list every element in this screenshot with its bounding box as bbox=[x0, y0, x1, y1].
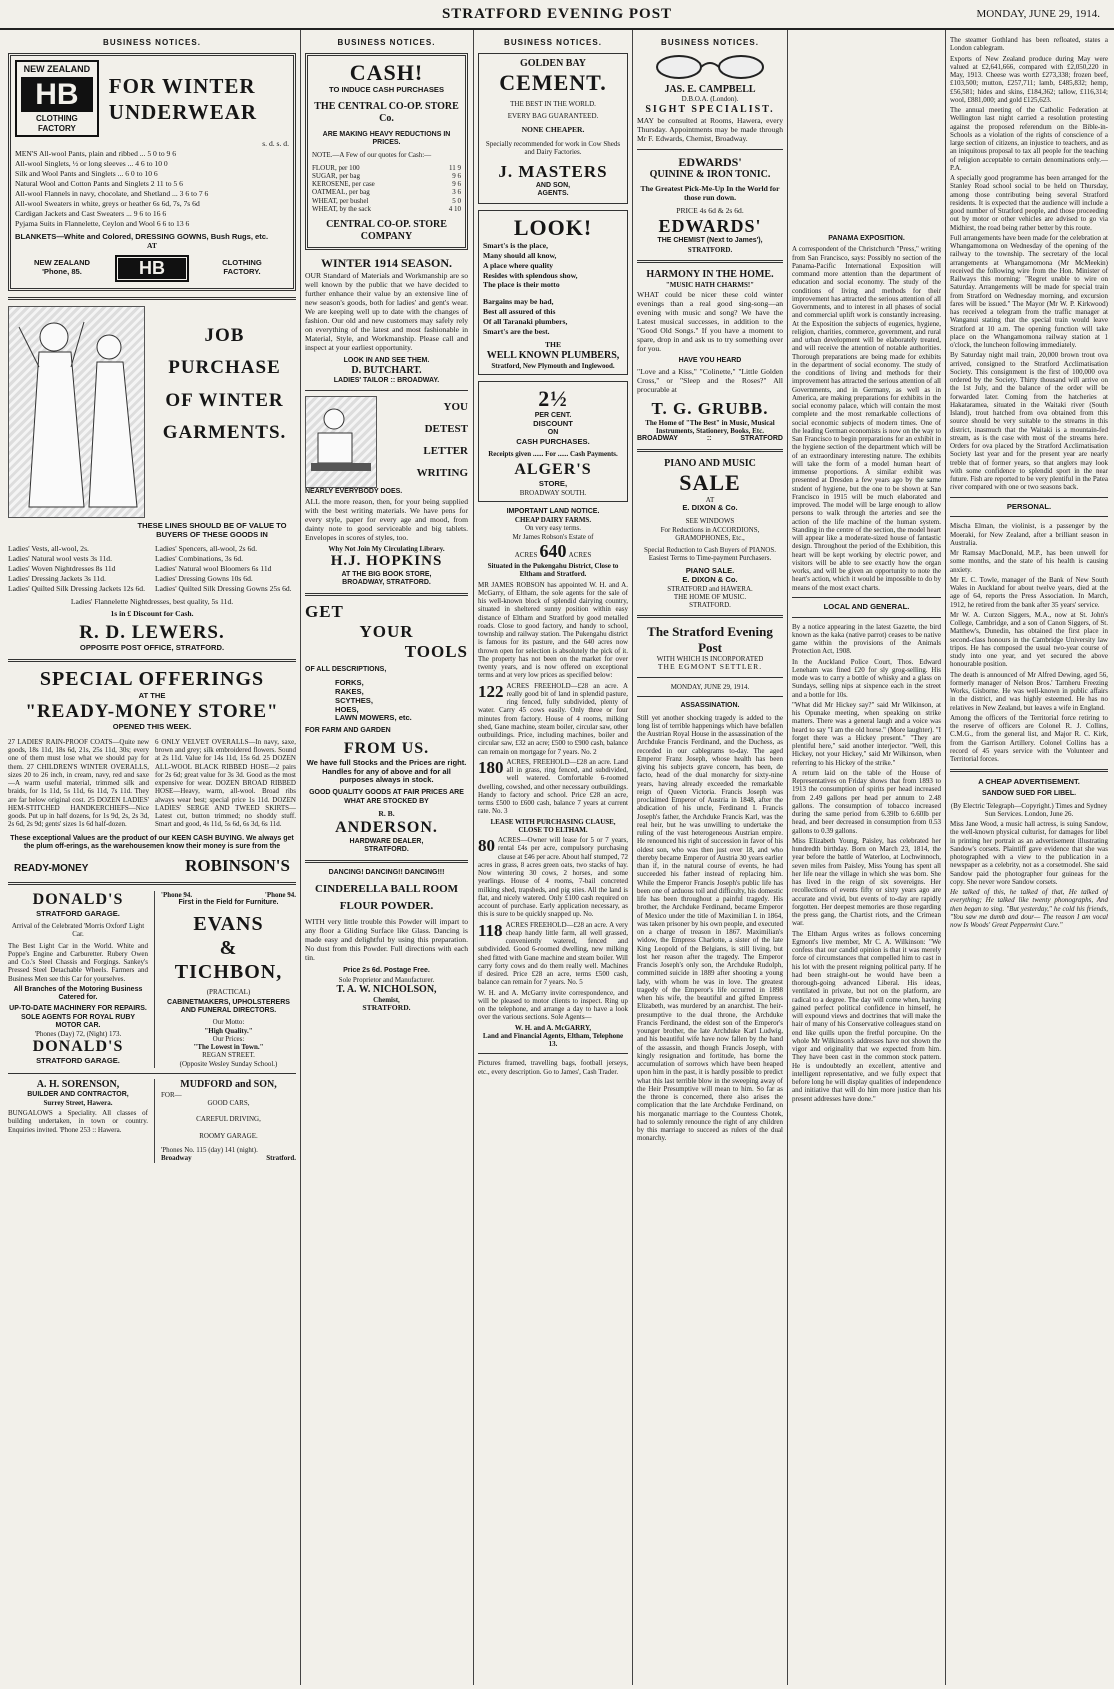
cinderella-title: CINDERELLA BALL ROOM FLOUR POWDER. bbox=[314, 883, 459, 912]
writing-desk-icon bbox=[306, 397, 376, 487]
edwards-name: EDWARDS' bbox=[658, 216, 762, 237]
offers-right: 6 ONLY VELVET OVERALLS—In navy, saxe, brown and grey; silk embroidered flowers. Sound at 2s 11d. Value for 14s 11d, 15s 6d. 25 DOZEN ALL-WOOL BLACK RIBBED HOSE—2 pairs for 2s 6d; great value for 3s 3d. Good as the most expensive for wear. DOZEN BROAD RIBBED HOSE—Heavy, warm, all-wool. Broad ribs always wear best; special price 1s 11d. DOZEN LADIES' SERGE AND TWEED SKIRTS—Latest cut, button trimmed; no shoddy stuff. Smart and good, 4s 11d, 5s 6d, 6s 3d, 6s 11d. bbox=[155, 737, 296, 829]
offers-left: 27 LADIES' RAIN-PROOF COATS—Quite new goods, 18s 11d, 18s 6d, 21s, 25s 11d, 30s; every one of them must lose what we should pay for them. 27 CHILDREN'S WINTER OVERALLS, sizes 20 to 26 inch, in cream, navy, red and saxe—A warm useful material, trimmed silk and braids, for 1s 11d, 5s 11d, 6s 11d, 7s 11d. They are far below original cost. 25 DOZEN LADIES' HEM-STITCHED HANDKERCHIEFS—Nice goods. Put up in half dozens, for 1s 9d, 2s, 2s 3d, 2s 6d, 2s 9d; gents' sizes 1s 6d half-dozen. bbox=[8, 737, 149, 829]
ready-money-store: "READY-MONEY STORE" bbox=[25, 700, 279, 722]
list-item: All-wool Flannels in navy, chocolate, and Shetland ... 3 6 to 7 6 bbox=[15, 189, 209, 199]
column-rule bbox=[300, 30, 301, 1685]
garage-label-2: STRATFORD GARAGE. bbox=[36, 1056, 120, 1066]
have-you-heard: HAVE YOU HEARD bbox=[678, 356, 742, 364]
special-title: SPECIAL OFFERINGS bbox=[39, 667, 265, 690]
butchart-name: D. BUTCHART. bbox=[351, 364, 422, 376]
list-item: Ladies' Quilted Silk Dressing Jackets 12s 6d. bbox=[8, 583, 145, 593]
dixon-towns: STRATFORD and HAWERA. bbox=[667, 584, 753, 593]
divider bbox=[637, 260, 783, 263]
logo-monogram: HB bbox=[21, 77, 93, 112]
mcgarry-name: W. H. and A. McGARRY, bbox=[514, 1023, 592, 1032]
lewers-address: OPPOSITE POST OFFICE, STRATFORD. bbox=[79, 643, 225, 653]
look-in: LOOK IN AND SEE THEM. bbox=[343, 356, 430, 364]
special-reduction: Special Reduction to Cash Buyers of PIANOS. bbox=[643, 546, 776, 555]
campbell-ad bbox=[637, 53, 783, 144]
at-word: AT bbox=[705, 496, 715, 505]
stocks-line: We have full Stocks and the Prices are right. Handles for any of above and for all purposes always in stock. bbox=[306, 757, 467, 785]
sight-specialist: SIGHT SPECIALIST. bbox=[645, 103, 775, 115]
list-item: Ladies' Vests, all-wool, 2s. bbox=[8, 543, 89, 553]
lease-line: LEASE WITH PURCHASING CLAUSE, CLOSE TO ELTHAM. bbox=[490, 817, 616, 834]
personal-title: PERSONAL. bbox=[1006, 501, 1052, 511]
personal-paragraph: Mr W. A. Curzon Siggers, M.A., now at St. John's College, Cambridge, and a son of Canon Siggers, of St. Matthew's, Dunedin, has obtained the first place in second-class honours in the Cambridge University law tripos. He has composed the usual two-year course of study into one year, and yet secured the above honourable position. bbox=[950, 610, 1108, 669]
column-2 bbox=[305, 30, 468, 1685]
get-word: GET bbox=[305, 602, 344, 622]
list-item: Natural Wool and Cotton Pants and Singlets 2 11 to 5 6 bbox=[15, 179, 183, 189]
cash-purchases: CASH PURCHASES. bbox=[516, 436, 590, 446]
price-column-head: s. d. s. d. bbox=[262, 139, 289, 149]
sorenson-ad bbox=[8, 1079, 148, 1163]
column-rule bbox=[632, 30, 633, 1685]
personal-paragraph: Among the officers of the Territorial force retiring to the reserve of officers are Colonel R. J. Collins, C.M.G., from the general list, and Major R. C. Kirk, from the Garrison Artillery. Colonel Collins has a record of 45 years service with the Volunteer and Territorial forces. bbox=[950, 713, 1108, 764]
personal-paragraph: The death is announced of Mr Alfred Dewing, aged 56, formerly manager of Nelson Bros.' Tarnheru Freezing Works, Gisborne. He was well-known in public affairs in the district, and was highly esteemed. He has no relatives in New Zealand, but leaves a wife in England. bbox=[950, 670, 1108, 712]
plumbers-name: WELL KNOWN PLUMBERS, bbox=[486, 350, 620, 362]
algers-store: STORE, bbox=[538, 478, 568, 488]
list-item: Best all assured of this bbox=[483, 307, 556, 317]
assassination-body: Still yet another shocking tragedy is added to the long list of terrible happenings which have befallen the Austrian Royal House in the assassination of the Archduke Francis Ferdinand, and the Duchess, as recorded in our cablegrams to-day. The aged Emperor Franz Joseph, whose health has been giving his subjects grave concern, has been, de facto, head of the dual monarchy for sixty-nine years, having already exceeded the remarkable reign of Queen Victoria. Francis Joseph was proclaimed Emperor of Austria in 1848, after the abdication of his uncle, Ferdinand I. Francis Joseph's father, the Archduke Francis Karl, was the real heir, but he was unwilling to undertake the ruling of the vast heterogeneous Austrian empire. He renounced his right of succession in favor of his oldest son, who was then just over 18, and who thereby became Emperor of Austria 30 years earlier than if, in the natural course of events, he had succeeded his father instead of replacing him. While the Emperor Francis Joseph's public life has been one of arduous toil and difficulty, his domestic life has been throughout a painful tragedy. His brother, the Archduke Ferdinand, became Emperor of Mexico under the title of Maximilian I. in 1864, was taken prisoner by his own people, and executed on a charge of treason in 1867. Maximilian's widow, the Empress Charlotte, a sister of the late King Leopold of the Belgians, is still living, but lost her reason after the tragedy. The Emperor Francis Joseph's only son, the Archduke Rudolph, committed suicide in 1889 after shooting a young lady, with whom he was in love. The greatest tragedy of the Emperor's life occurred in 1898 when his wife, the beautiful and gifted Empress Elizabeth, was murdered by an anarchist. The heir-presumptive to the dual throne, the Archduke Francis Ferdinand, the eldest son of the Emperor's younger brother, the late Archduke Karl Ludwig, and his beautiful wife have now fallen by the hand of the assassin, and though Francis Joseph, with kingly resignation and fortitude, has borne the accumulation of sorrows which have been heaped upon him in the past, it is hardly possible to predict what this last terrible blow in the sweeping away of the Heir Presumptive will mean to him. So far as the throne is concerned, there also arises the complication that the late Archduke Ferdinand, on his morganatic marriage to the Countess Chotek, had to solemnly renounce the right of any children by this marriage to succeed as rulers of the dual monarchy. bbox=[637, 713, 783, 1143]
piano-sale: PIANO SALE. bbox=[685, 565, 735, 575]
golden-bay: GOLDEN BAY bbox=[519, 58, 587, 70]
news-paragraph: The steamer Gothland has been refloated, states a London cablegram. bbox=[950, 36, 1108, 53]
divider bbox=[8, 882, 296, 885]
divider bbox=[792, 617, 941, 618]
golden-bay-cement-ad bbox=[478, 53, 628, 203]
agents-line: SOLE AGENTS FOR ROYAL RUBY MOTOR CAR. bbox=[20, 1013, 136, 1029]
list-item: The place is their motto bbox=[483, 280, 560, 290]
list-item: Silk and Wool Pants and Singlets ... 6 0 to 10 6 bbox=[15, 169, 158, 179]
column-3 bbox=[478, 30, 628, 1685]
land-sub: CHEAP DAIRY FARMS. bbox=[514, 516, 592, 525]
coop-footer: CENTRAL CO-OP. STORE COMPANY bbox=[326, 219, 447, 242]
quotes-note: NOTE.—A Few of our quotes for Cash:— bbox=[312, 151, 432, 160]
butchart-trade: LADIES' TAILOR :: BROADWAY. bbox=[333, 376, 440, 384]
cheap-ad-title: A CHEAP ADVERTISEMENT. bbox=[978, 777, 1080, 787]
column-rule bbox=[473, 30, 474, 1685]
panama-title: PANAMA EXPOSITION. bbox=[828, 235, 905, 242]
lot: 118 ACRES FREEHOLD—£28 an acre. A very cheap handy little farm, all well grassed, conveniently watered, fenced and subdivided. Good 6-roomed dwelling, new milking shed fitted with Gane machine and steam boiler. Will carry forty cows and do them really well. Machines if desired. Price £28 an acre, terms £500 cash, balance can remain for 7 years. No. 5 bbox=[478, 920, 628, 987]
donalds-garage-ad bbox=[8, 891, 148, 1068]
list-item: Smart's is the place, bbox=[483, 240, 548, 250]
garage-label: STRATFORD GARAGE. bbox=[36, 909, 120, 919]
list-item: A place where quality bbox=[483, 260, 554, 270]
donalds-name: DONALD'S bbox=[32, 891, 124, 909]
cinderella-ad bbox=[305, 869, 468, 1013]
divider bbox=[637, 696, 783, 697]
algers-address: BROADWAY SOUTH. bbox=[519, 488, 587, 497]
campbell-qualification: D.B.O.A. (London). bbox=[681, 95, 739, 104]
panama-body: A correspondent of the Christchurch "Press," writing from San Francisco, says: Possibly no section of the Panama-Pacific International Exposition will command more attention than the department of education and social economy. The study of the conditions of living and methods for their improvement has attracted the serious attention of all Governments, and to interest in all phases of social and commercial uplift work is constantly increasing. At the Exposition the subjects of eugenics, hygiene, religion, charities, commerce, government, and rural and urban development will be elaborately treated, and will receive the attention of notable authorities. Thorough preparations are being made for exhibits in the department of social economy. The study of the conditions of living and methods for their improvement has attracted the serious attention of all Governments, and in Germany, as well as in America, are making preparations for exhibits in the social economy palace, which will contain the most complete and the most remarkable collections of social economic subjects of modern times. One of the leading German economists is now on the way to San Francisco to begin preparations for an exhibit in the hygiene section of the department which will be of an extraordinary interesting nature. The exhibits will take the form of a model human heart of immense proportions. A similar exhibit was presented at Dresden a few years ago by the same student of hygiene, but the one to be shown at San Francisco in 1915 will be much elaborated and improved. The model will be large enough to allow persons to walk through the arteries and see the action of the life machine of the human system. Standing in the centre of the section, the model heart will appear like a moderate-sized house of fantastic design. Throughout the period of the Exhibition, this heart will be kept working by electric power, and visitors will be able to see exactly how the organ works, and will be given an opportunity to note the heart's action, which it would be impossible to do by means of the most exact charts. bbox=[792, 245, 941, 592]
ladies-garments-illustration bbox=[8, 306, 145, 518]
cash-headline: CASH! bbox=[349, 60, 424, 86]
list-item: LAWN MOWERS, etc. bbox=[335, 713, 412, 723]
music-charms: "MUSIC HATH CHARMS!" bbox=[665, 280, 755, 289]
divider bbox=[637, 677, 783, 678]
edwards-town: STRATFORD. bbox=[687, 245, 733, 254]
cable-line: (By Electric Telegraph—Copyright.) Times and Sydney Sun Services. London, June 26. bbox=[950, 801, 1108, 818]
land-outro: W. H. and A. McGarry invite correspondence, and will be pleased to motor clients to inspect. Ring up on the telephone, and arrange a day to have a look over the various sections. Sole Agents— bbox=[478, 988, 628, 1022]
robinsons-name: ROBINSON'S bbox=[185, 856, 290, 876]
sandow-body: Miss Jane Wood, a music hall actress, is suing Sandow, the well-known physical culturist, for damages for libel in printing her portrait as an advertisement illustrating Sandow's corsets. Plaintiff gave evidence that she was photographed with a view to the publication in a newspaper as a celebrity, not as a corsetmodel. She said Sandow paid the photographer four guineas for the copy. She never wore Sandow corsets. bbox=[950, 820, 1108, 886]
job-list-left bbox=[8, 544, 149, 595]
rb-initials: R. B. bbox=[378, 808, 395, 818]
list-item: FORKS, bbox=[335, 677, 364, 687]
cinderella-body: WITH very little trouble this Powder will impart to any floor a Gliding Surface like Glass. Dancing is made easy and delightful by using this preparation. No dust from this Powder. Full directions with each tin. bbox=[305, 917, 468, 963]
logo-text-bottom: CLOTHING FACTORY bbox=[36, 114, 78, 133]
job-purchase-headline: JOB PURCHASE OF WINTER GARMENTS. bbox=[162, 325, 287, 443]
list-item: Many should all know, bbox=[483, 250, 557, 260]
land-title: IMPORTANT LAND NOTICE. bbox=[506, 507, 600, 515]
your-word: YOUR bbox=[359, 622, 414, 642]
proprietor-line: Sole Proprietor and Manufacturer. bbox=[338, 975, 435, 984]
songs-line: "Love and a Kiss," "Colinette," "Little Golden Cross," or "Sleep and the Roses?" All procurable at bbox=[637, 366, 783, 394]
local-paragraph: The Eltham Argus writes as follows concerning Egmont's live member, Mr C. A. Wilkinson: "We confess that our candid opinion is that it was merely force of circumstances that compelled him to cast in his lot with the present reigning political party. If he had been straight-out he would have been a thorough-going advanced Liberal. His ideas, ventilated in private, but not on the platform, are radical to a degree. The day will come when, having gained perfect political confidence in himself, he will expound views and doctrines that will make the hair of many of his Conservative colleagues stand on end like quills upon the fretful porcupine. On the whole Mr Wilkinson's addresses have not shown the vigor and originality that we expected from him. They have been cast in the common stock pattern. He is undoubtedly an excellent, attentive and intelligent representative, and we fully expect that before long he will display qualities of independence and initiative that will do him more justice than his present addresses have done." bbox=[792, 929, 941, 1103]
machinery-line: UP-TO-DATE MACHINERY FOR REPAIRS. bbox=[9, 1005, 147, 1013]
list-item: HOES, bbox=[335, 704, 359, 714]
lot: 122 ACRES FREEHOLD—£28 an acre. A really good bit of land in splendid pasture, ring fenced, fully subdivided, plenty of water. Carry 45 cows easily. Only three or four minutes from factory. House of 4 rooms, milking shed, Gane machine, steam boiler, circular saw, other outbuildings. Price, including machines, boiler and circular saw, £32 an acre; £500 to £900 cash, balance can remain on mortgage for 7 years. No. 2 bbox=[478, 681, 628, 756]
none-cheaper: NONE CHEAPER. bbox=[521, 124, 585, 134]
on-word: ON bbox=[547, 429, 559, 437]
column-6 bbox=[950, 30, 1108, 1685]
hopkins-address: BROADWAY, STRATFORD. bbox=[342, 579, 431, 587]
table-row: KEROSENE, per case 9 6 bbox=[312, 180, 461, 189]
list-item: Ladies' Combinations, 3s 6d. bbox=[155, 553, 244, 563]
see-windows: SEE WINDOWS bbox=[685, 517, 735, 526]
peppermint-verse: He talked of this, he talked of that, He talked of everything; He talked like twenty phonographs, And then began to sing. "But yesterday," he cold his friends, "You saw me dumb and dour— The reason I am vocal now Is Woods' Great Peppermint Cure." bbox=[950, 888, 1108, 930]
smarts-plumbers-ad bbox=[478, 210, 628, 376]
from-us: FROM US. bbox=[343, 739, 430, 757]
nicholson-name: T. A. W. NICHOLSON, bbox=[336, 983, 437, 995]
detest-word: DETEST bbox=[424, 422, 468, 435]
list-item: Ladies' Dressing Gowns 10s 6d. bbox=[155, 573, 253, 583]
at-label: AT bbox=[147, 240, 157, 250]
local-paragraph: In the Auckland Police Court, Thos. Edward Leneham was fined £20 for sly grog-selling. His mode was to carry a bottle of whisky and a glass on Sundays, selling nips at sixpence each in the street and a bottle for 10s. bbox=[792, 657, 941, 699]
logo-monogram: HB bbox=[118, 258, 186, 279]
masthead bbox=[0, 0, 1114, 30]
list-item: MEN'S All-wool Pants, plain and ribbed ... 5 0 to 9 6 bbox=[15, 149, 177, 159]
job-subheading: THESE LINES SHOULD BE OF VALUE TO BUYERS OF THESE GOODS IN bbox=[137, 521, 287, 539]
edwards-chemist: THE CHEMIST (Next to James'), bbox=[657, 237, 763, 245]
section-heading: BUSINESS NOTICES. bbox=[504, 38, 602, 47]
lewers-name: R. D. LEWERS. bbox=[79, 621, 225, 643]
anderson-town: STRATFORD. bbox=[364, 845, 409, 853]
local-paragraph: A return laid on the table of the House of Representatives on Friday shows that from 1893 to 1913 the consumption of spirits per head increased from 2.49 gallons per head per annum to 2.48 gallons. The consumption of tobacco increased during the same period from 6.39lb to 6.60lb per head, and beer decreased in consumption from 0.53 gallons to 0.39 gallons. bbox=[792, 768, 941, 835]
good-quality-line: GOOD QUALITY GOODS AT FAIR PRICES ARE WHAT ARE STOCKED BY bbox=[309, 789, 464, 805]
divider bbox=[305, 860, 468, 863]
column-rule bbox=[945, 30, 946, 1685]
cash-price-table bbox=[312, 164, 461, 214]
receipts-line: Receipts given ...... For ...... Cash Payments. bbox=[488, 449, 618, 458]
assassination-title: ASSASSINATION. bbox=[680, 702, 740, 710]
price-line: Price 2s 6d. Postage Free. bbox=[343, 967, 430, 975]
sorenson-body: BUNGALOWS a Speciality. All classes of building undertaken, in town or country. Enquiries invited. 'Phone 253 :: Hawera. bbox=[8, 1109, 148, 1134]
divider bbox=[637, 149, 783, 150]
column-rule bbox=[787, 30, 788, 1685]
nicholson-trade: Chemist, bbox=[373, 995, 400, 1004]
cement-title: CEMENT. bbox=[499, 70, 607, 96]
underwear-price-list bbox=[15, 150, 289, 229]
discount-percent: 2½ bbox=[538, 386, 568, 412]
masthead-date: MONDAY, JUNE 29, 1914. bbox=[976, 8, 1100, 20]
per-cent: PER CENT. bbox=[534, 412, 572, 420]
pictures-framed: Pictures framed, travelling bags, football jerseys, etc., every description. Go to James', Cash Trader. bbox=[478, 1059, 628, 1076]
logo-text-top: NEW ZEALAND bbox=[23, 64, 91, 75]
woman-figure-icon bbox=[9, 307, 144, 517]
tonic-name: QUININE & IRON TONIC. bbox=[649, 169, 771, 181]
dixon-name: E. DIXON & Co. bbox=[682, 503, 738, 513]
divider bbox=[305, 593, 468, 596]
acrostic-lines bbox=[483, 242, 623, 338]
dixon-town: STRATFORD. bbox=[689, 601, 731, 610]
news-paragraph: Full arrangements have been made for the celebration at Whangamomona on Wednesday of the opening of the railway to the township. The secretary of the local arrangements at Whangamomona (Mr McMeekin) received the following wire from the Hon. Minister of Railways this morning: "Regret unable to wire on Saturday. Arrangements will be made for special train from Stratford on Wednesday morning, and excursion fares will be issued." The Mayor (Mr W. P. Kirkwood) has received a telegram from the traffic manager at Wanganui stating that the special train would leave Stratford at 10 a.m. The opening function will take place on the Whangamomona railway station at 1 o'clock, the luncheon following immediately. bbox=[950, 233, 1108, 349]
dixon-ad bbox=[637, 458, 783, 609]
phone-line: 'Phones (Day) 72, (Night) 173. bbox=[34, 1030, 122, 1038]
arrival-line: Arrival of the Celebrated 'Morris Oxford' Light Car. bbox=[11, 922, 145, 939]
lewers-ad bbox=[8, 306, 296, 653]
divider bbox=[950, 516, 1108, 517]
reductions: For Reductions in ACCORDIONS, GRAMOPHONES, Etc., bbox=[660, 525, 760, 542]
best-line: THE BEST IN THE WORLD. bbox=[510, 100, 596, 109]
library-line: Why Not Join My Circulating Library. bbox=[328, 544, 445, 553]
tools-list bbox=[335, 679, 468, 724]
letter-word: LETTER bbox=[423, 444, 468, 457]
footer-right: CLOTHING FACTORY. bbox=[222, 258, 262, 277]
campbell-name: JAS. E. CAMPBELL bbox=[664, 83, 756, 95]
local-paragraph: By a notice appearing in the latest Gazette, the bird known as the kaka (native parrot) ceases to be native game within the provisions of the Animals Protection Act, 1908. bbox=[792, 622, 941, 656]
anderson-trade: HARDWARE DEALER, bbox=[349, 837, 424, 845]
sorenson-address: Surrey Street, Hawera. bbox=[43, 1098, 113, 1107]
hopkins-name: H.J. HOPKINS bbox=[330, 553, 443, 570]
divider bbox=[8, 659, 296, 662]
local-paragraph: "What did Mr Hickey say?" said Mr Wilkinson, at his Opunake meeting, when speaking on strike matters. There was a general laugh and a voice was heard to say "I am the old horse." (More laughter). "I forget there was a Hickey present." "They are plentiful here," said another interjector. "Well, this Hickey, not your Hickey," said Mr Wilkinson, when referring to his Hickey of the strike." bbox=[792, 700, 941, 767]
land-estate: Mr James Robson's Estate of bbox=[512, 532, 594, 541]
land-terms: On very easy terms. bbox=[525, 524, 581, 533]
plumbers-address: Stratford, New Plymouth and Inglewood. bbox=[491, 361, 615, 370]
list-item: Resides with splendous show, bbox=[483, 270, 578, 280]
mudford-ad: MUDFORD and SON, FOR— GOOD CARS, CAREFUL DRIVING, ROOMY GARAGE. 'Phones No. 115 (day) 141 (night). Broadway Stratford. bbox=[154, 1079, 296, 1163]
cash-sub: TO INDUCE CASH PURCHASES bbox=[328, 85, 445, 95]
grubb-home: The Home of "The Best" in Music, Musical Instruments, Stationery, Books, Etc. bbox=[645, 418, 775, 435]
news-paragraph: By Saturday night mail train, 20,000 brown trout ova arrived, consigned to the Stratford Acclimatisation Society. This consignment is the first of 100,000 ova ordered by the Society. Thirty thousand will arrive on the 1st July, and the balance of the order will be forwarded later. Coming from the hatcheries at Hakataramea, situated in the Waitaki river (South Island), trout hatched from ova obtained from this source should be very suitable to the streams in this district, inasmuch that the Waitaki is a mountain-fed stream, as is the case with most of the streams here. Orders for ova placed by the Stratford Acclimatisation Society last year and for the present year are nearly treble that of former years, so that anglers may look with some confidence to splendid sport in the near future. Fish are reported to be very plentiful in the Patea river compared with one or two seasons back. bbox=[950, 351, 1108, 492]
column-4 bbox=[637, 30, 783, 1685]
dancing-header: DANCING! DANCING!! DANCING!!! bbox=[328, 869, 445, 877]
list-item: Ladies' Quilted Silk Dressing Gowns 25s 6d. bbox=[155, 583, 292, 593]
section-heading: BUSINESS NOTICES. bbox=[103, 38, 201, 47]
personal-paragraph: Mr E. C. Towle, manager of the Bank of New South Wales in Auckland for about twelve years, died at the age of 64, reports the Press Association. In March, 1912, he retired from the bank after 35 years' service. bbox=[950, 575, 1108, 609]
lot: 180 ACRES, FREEHOLD—£28 an acre. Land all in grass, ring fenced, and subdivided, well watered. Comfortable 6-roomed dwelling, cowshed, and other necessary outbuildings. Handy to factory and school. Price £28 an acre, terms £500 to £600 cash, balance 7 years at current rate. No. 3 bbox=[478, 757, 628, 816]
hopkins-ad bbox=[305, 396, 468, 587]
easiest-terms: Easiest Terms to Time-payment Purchasers. bbox=[648, 554, 772, 563]
list-item: Ladies' Dressing Jackets 3s 11d. bbox=[8, 573, 106, 583]
divider bbox=[950, 769, 1108, 772]
list-item: Smart's are the best. bbox=[483, 327, 550, 337]
local-general-title: LOCAL AND GENERAL. bbox=[823, 601, 910, 611]
table-row: OATMEAL, per bag 3 6 bbox=[312, 188, 461, 197]
ready-money-label: READY-MONEY bbox=[14, 863, 89, 875]
donalds-name-2: DONALD'S bbox=[32, 1038, 124, 1056]
look-title: LOOK! bbox=[513, 214, 593, 240]
descriptions-line: OF ALL DESCRIPTIONS, bbox=[305, 666, 387, 674]
winter-season-title: WINTER 1914 SEASON. bbox=[320, 255, 453, 270]
farm-garden-line: FOR FARM AND GARDEN bbox=[305, 727, 391, 735]
divider bbox=[8, 1073, 296, 1074]
acres-label: ACRES bbox=[568, 550, 592, 559]
column-1 bbox=[8, 30, 296, 1685]
algers-store-ad bbox=[478, 381, 628, 502]
harmony-body: WHAT could be nicer these cold winter evenings than a real good sing-song—an evening with music and song? We have the Latest musical successes, in addition to the "Good Old Songs." If you have a moment to spare, drop in and ask us to try something over for you. bbox=[637, 289, 783, 353]
car-description: The Best Light Car in the World. White and Poppe's Engine and Carburetter. Rubery Owen and Co.'s Steel Chassis and Forgings. Sankey's Pressed Steel Detachable Wheels. Farmers and Business Men see this Car for yourselves. bbox=[8, 941, 148, 983]
central-coop-ad bbox=[305, 53, 468, 249]
acres-label: ACRES bbox=[514, 550, 538, 559]
nz-clothing-logo-small bbox=[115, 255, 189, 282]
sorenson-trade: BUILDER AND CONTRACTOR, bbox=[27, 1090, 129, 1098]
divider bbox=[950, 497, 1108, 498]
recommended-line: Specially recommended for work in Cow Sheds and Dairy Factories. bbox=[485, 139, 621, 156]
personal-paragraph: Mr Ramsay MacDonald, M.P., has been unwell for some months, and the state of his health is causing anxiety. bbox=[950, 549, 1108, 574]
hopkins-store: AT THE BIG BOOK STORE, bbox=[341, 570, 432, 578]
acres-number: 640 bbox=[539, 540, 567, 561]
grubb-name: T. G. GRUBB. bbox=[651, 398, 769, 418]
home-of-music: THE HOME OF MUSIC. bbox=[673, 592, 747, 601]
edwards-tonic-ad bbox=[637, 155, 783, 254]
divider bbox=[305, 390, 468, 391]
list-item: Ladies' Natural wool Bloomers 6s 11d bbox=[155, 563, 272, 573]
algers-name: ALGER'S bbox=[514, 460, 592, 478]
list-item: Cardigan Jackets and Cast Sweaters ... 9 6 to 16 6 bbox=[15, 208, 167, 218]
the-label: THE bbox=[544, 340, 562, 350]
reductions-line: ARE MAKING HEAVY REDUCTIONS IN PRICES. bbox=[322, 130, 451, 147]
local-paragraph: Miss Elizabeth Young, Paisley, has celebrated her hundredth birthday. Born on March 23, 1814, the year before the battle of Waterloo, at Lochwinnoch, seven miles from Paisley, Miss Young has spent all her life near the village in which she was born. She has lived in the reign of six sovereigns. Her recollections of events fifty or sixty years ago are accurate and vivid, but events of to-day are rapidly forgotten. Her deepest memories are those regarding the press gang, the Chartist riots, and the Crimean war. bbox=[792, 836, 941, 928]
divider bbox=[478, 1053, 628, 1054]
list-item: Ladies' Spencers, all-wool, 2s 6d. bbox=[155, 543, 257, 553]
piano-music-title: PIANO AND MUSIC bbox=[664, 458, 756, 470]
grubb-ad bbox=[637, 269, 783, 444]
anderson-name: ANDERSON. bbox=[335, 818, 438, 836]
list-item: Bargains may be had, bbox=[483, 297, 554, 307]
table-row: WHEAT, per bushel 5 0 bbox=[312, 196, 461, 205]
grubb-address: BROADWAY :: STRATFORD bbox=[637, 435, 783, 443]
list-item: Ladies' Woven Nightdresses 8s 11d bbox=[8, 563, 116, 573]
news-paragraph: A specially good programme has been arranged for the Stanley Road school social to be held on Thursday, among those contributing being several Stratford residents. It is expected that the audience will include a good number of Stratford people, and those proceeding out by motor or other vehicles are advised to go via Midhirst, the road being rather better by this route. bbox=[950, 174, 1108, 232]
blankets-line: BLANKETS—White and Colored, DRESSING GOWNS, Bush Rugs, etc. bbox=[15, 231, 269, 241]
you-word: YOU bbox=[443, 400, 468, 413]
nz-clothing-logo bbox=[15, 60, 99, 137]
discount-line: 1s in £ Discount for Cash. bbox=[110, 608, 194, 618]
edwards-label: EDWARDS' bbox=[678, 155, 742, 170]
agents: AGENTS. bbox=[537, 190, 569, 198]
and-son: AND SON, bbox=[535, 182, 571, 190]
list-item: SCYTHES, bbox=[335, 695, 373, 705]
sorenson-name: A. H. SORENSON, bbox=[36, 1078, 120, 1090]
divider bbox=[637, 615, 783, 618]
land-notice bbox=[478, 508, 628, 1076]
tools-word: TOOLS bbox=[404, 642, 468, 662]
tonic-claim: The Greatest Pick-Me-Up In the World for those run down. bbox=[640, 184, 780, 203]
campbell-body: MAY be consulted at Rooms, Hawera, every Thursday. Appointments may be made through Mr F. Edwards, Chemist, Broadway. bbox=[637, 116, 783, 144]
writing-word: WRITING bbox=[416, 466, 468, 479]
nicholson-town: STRATFORD. bbox=[362, 1002, 411, 1012]
masters-name: J. MASTERS bbox=[498, 162, 608, 182]
incorporated-line: WITH WHICH IS INCORPORATED bbox=[656, 654, 764, 663]
guaranteed-line: EVERY BAG GUARANTEED. bbox=[507, 112, 599, 121]
nz-clothing-ad bbox=[8, 53, 296, 291]
paper-title: The Stratford Evening Post bbox=[647, 624, 773, 655]
footer-left: NEW ZEALAND 'Phone, 85. bbox=[33, 258, 91, 277]
list-item: All-wool Singlets, ½ or long sleeves ... 4 6 to 10 0 bbox=[15, 159, 168, 169]
list-item: Pyjama Suits in Flannelette, Ceylon and Wool 6 6 to 13 6 bbox=[15, 218, 190, 228]
lot: 80 ACRES—Owner will lease for 5 or 7 years, rental £4s per acre, compulsory purchasing clause at £46 per acre. About half stumped, 72 acres in grass, 8 acres green oats, two stacks of hay. Now wintering 30 cows, 2 horses, and some yearlings. House of 4 rooms, 7-bail concreted milking shed, trapsheds, and pig sties. All the land is flat, and nicely watered. Only £100 cash required on account of purchase. Early application necessary, as this is sure to be quickly snapped up. No. bbox=[478, 836, 628, 919]
personal-paragraph: Mischa Elman, the violinist, is a passenger by the Moeraki, for New Zealand, after a brilliant season in Australia. bbox=[950, 522, 1108, 547]
flannel-line: Ladies' Flannelette Nightdresses, best quality, 5s 11d. bbox=[70, 596, 234, 606]
list-item: Of all Taranaki plumbers, bbox=[483, 317, 568, 327]
opened-this-week: OPENED THIS WEEK. bbox=[112, 721, 192, 731]
letter-writer-illustration bbox=[305, 396, 377, 488]
section-heading: BUSINESS NOTICES. bbox=[337, 38, 436, 47]
land-situated: Situated in the Pukengahu District, Close to Eltham and Stratford. bbox=[487, 562, 619, 579]
anderson-ad bbox=[305, 602, 468, 854]
land-body: MR JAMES ROBSON has appointed W. H. and A. McGarry, of Eltham, the sole agents for the sale of his well-known block of splendid dairying country, situated in sheltered sunny position within easy distance of Eltham and Stratford by good metalled roads. Close to good factory, and handy to school, township and railway station. The Pukengahu district is famous for its pasture, and the 640 acres now thrown open for selection is absolutely the pick of it. The property has not been on the market for over twenty years, and is now offered on exceptional terms and at very low prices as specified below: bbox=[478, 580, 628, 680]
section-heading: BUSINESS NOTICES. bbox=[661, 38, 759, 47]
list-item: All-wool Sweaters in white, greys or heather 6s 6d, 7s, 7s 6d bbox=[15, 199, 200, 209]
sale-word: SALE bbox=[679, 470, 741, 496]
mcgarry-details: Land and Financial Agents, Eltham, Telephone 13. bbox=[482, 1031, 624, 1049]
table-row: FLOUR, per 100 11 9 bbox=[312, 163, 461, 172]
egmont-settler: THE EGMONT SETTLER. bbox=[657, 662, 763, 672]
dixon-name-2: E. DIXON & Co. bbox=[682, 574, 738, 584]
discount-word: DISCOUNT bbox=[533, 419, 573, 429]
offers-note: These exceptional Values are the product of our KEEN CASH BUYING. We always get the plum off-erings, as the warehousemen know their money is sure from the bbox=[10, 834, 294, 850]
sandow-headline: SANDOW SUED FOR LIBEL. bbox=[981, 790, 1077, 798]
newspaper-title: STRATFORD EVENING POST bbox=[441, 6, 673, 22]
list-item: RAKES, bbox=[335, 686, 364, 696]
nearly-everybody: NEARLY EVERYBODY DOES. bbox=[305, 487, 403, 495]
hopkins-body: ALL the more reason, then, for your being supplied with the best writing materials. We have pens for every style, paper for every age and mood, from dainty note to good serviceable and big tablets. Envelopes in scores of styles, too. bbox=[305, 497, 468, 542]
harmony-title: HARMONY IN THE HOME. bbox=[646, 268, 774, 280]
branches-line: All Branches of the Motoring Business Catered for. bbox=[13, 985, 143, 1001]
editorial-date: MONDAY, JUNE 29, 1914. bbox=[670, 683, 750, 692]
job-list-right bbox=[155, 544, 296, 595]
divider bbox=[637, 449, 783, 452]
winter-body: OUR Standard of Materials and Workmanship are so well known by the public that we have decided to further enhance their value by an extensive line of new season's goods, both for ladies' and gent's wear. We are keeping well up to date with the changes of fashion. Our old and new customers may safely rely on everything of the latest and most fashionable in Material, Style, and Workmanship. Please call and inspect at your earliest opportunity. bbox=[305, 270, 468, 352]
at-the: AT THE bbox=[138, 690, 166, 700]
editorial-masthead bbox=[637, 624, 783, 697]
table-row: SUGAR, per bag 9 6 bbox=[312, 171, 461, 180]
spectacles-icon bbox=[637, 53, 783, 81]
special-offerings-ad bbox=[8, 668, 296, 876]
divider bbox=[8, 297, 296, 300]
evans-tichbon-ad: 'Phone 94. 'Phone 94. First in the Field for Furniture. EVANS & TICHBON, (PRACTICAL) CABINETMAKERS, UPHOLSTERERS AND FUNERAL DIRECTORS. Our Motto: "High Quality." Our Prices: "The Lowest in Town." REGAN STREET. (Opposite Wesley Sunday School.) bbox=[154, 891, 296, 1068]
ad-headline: FOR WINTER UNDERWEAR bbox=[108, 73, 258, 124]
table-row: WHEAT, by the sack 4 10 bbox=[312, 204, 461, 213]
column-5 bbox=[792, 30, 941, 1685]
coop-store-name: THE CENTRAL CO-OP. STORE Co. bbox=[314, 101, 459, 125]
news-paragraph: The annual meeting of the Catholic Federation at Wellington last night carried a resolution protesting against the proposed referendum on the Bible-in-Schools as a violation of the rights of conscience of a large section of citizens, an injustice to teachers, and as an iniquitous proposal to tax all people for the teaching of religion acceptable to certain denominations only.—P.A. bbox=[950, 106, 1108, 172]
divider bbox=[792, 597, 941, 598]
list-item: Ladies' Natural wool vests 3s 11d. bbox=[8, 553, 113, 563]
news-paragraph: Exports of New Zealand produce during May were valued at £2,641,666, compared with £2,050,220 in May, 1913. Cheese was worth £273,338; frozen beef, £103,500; mutton, £257,711; lamb, £485,832; hemp, £56,581; hides and skins, £184,362; tallow, £116,314; wool, £881,000; and gold £125,623. bbox=[950, 54, 1108, 104]
tonic-price: PRICE 4s 6d & 2s 6d. bbox=[676, 206, 744, 216]
